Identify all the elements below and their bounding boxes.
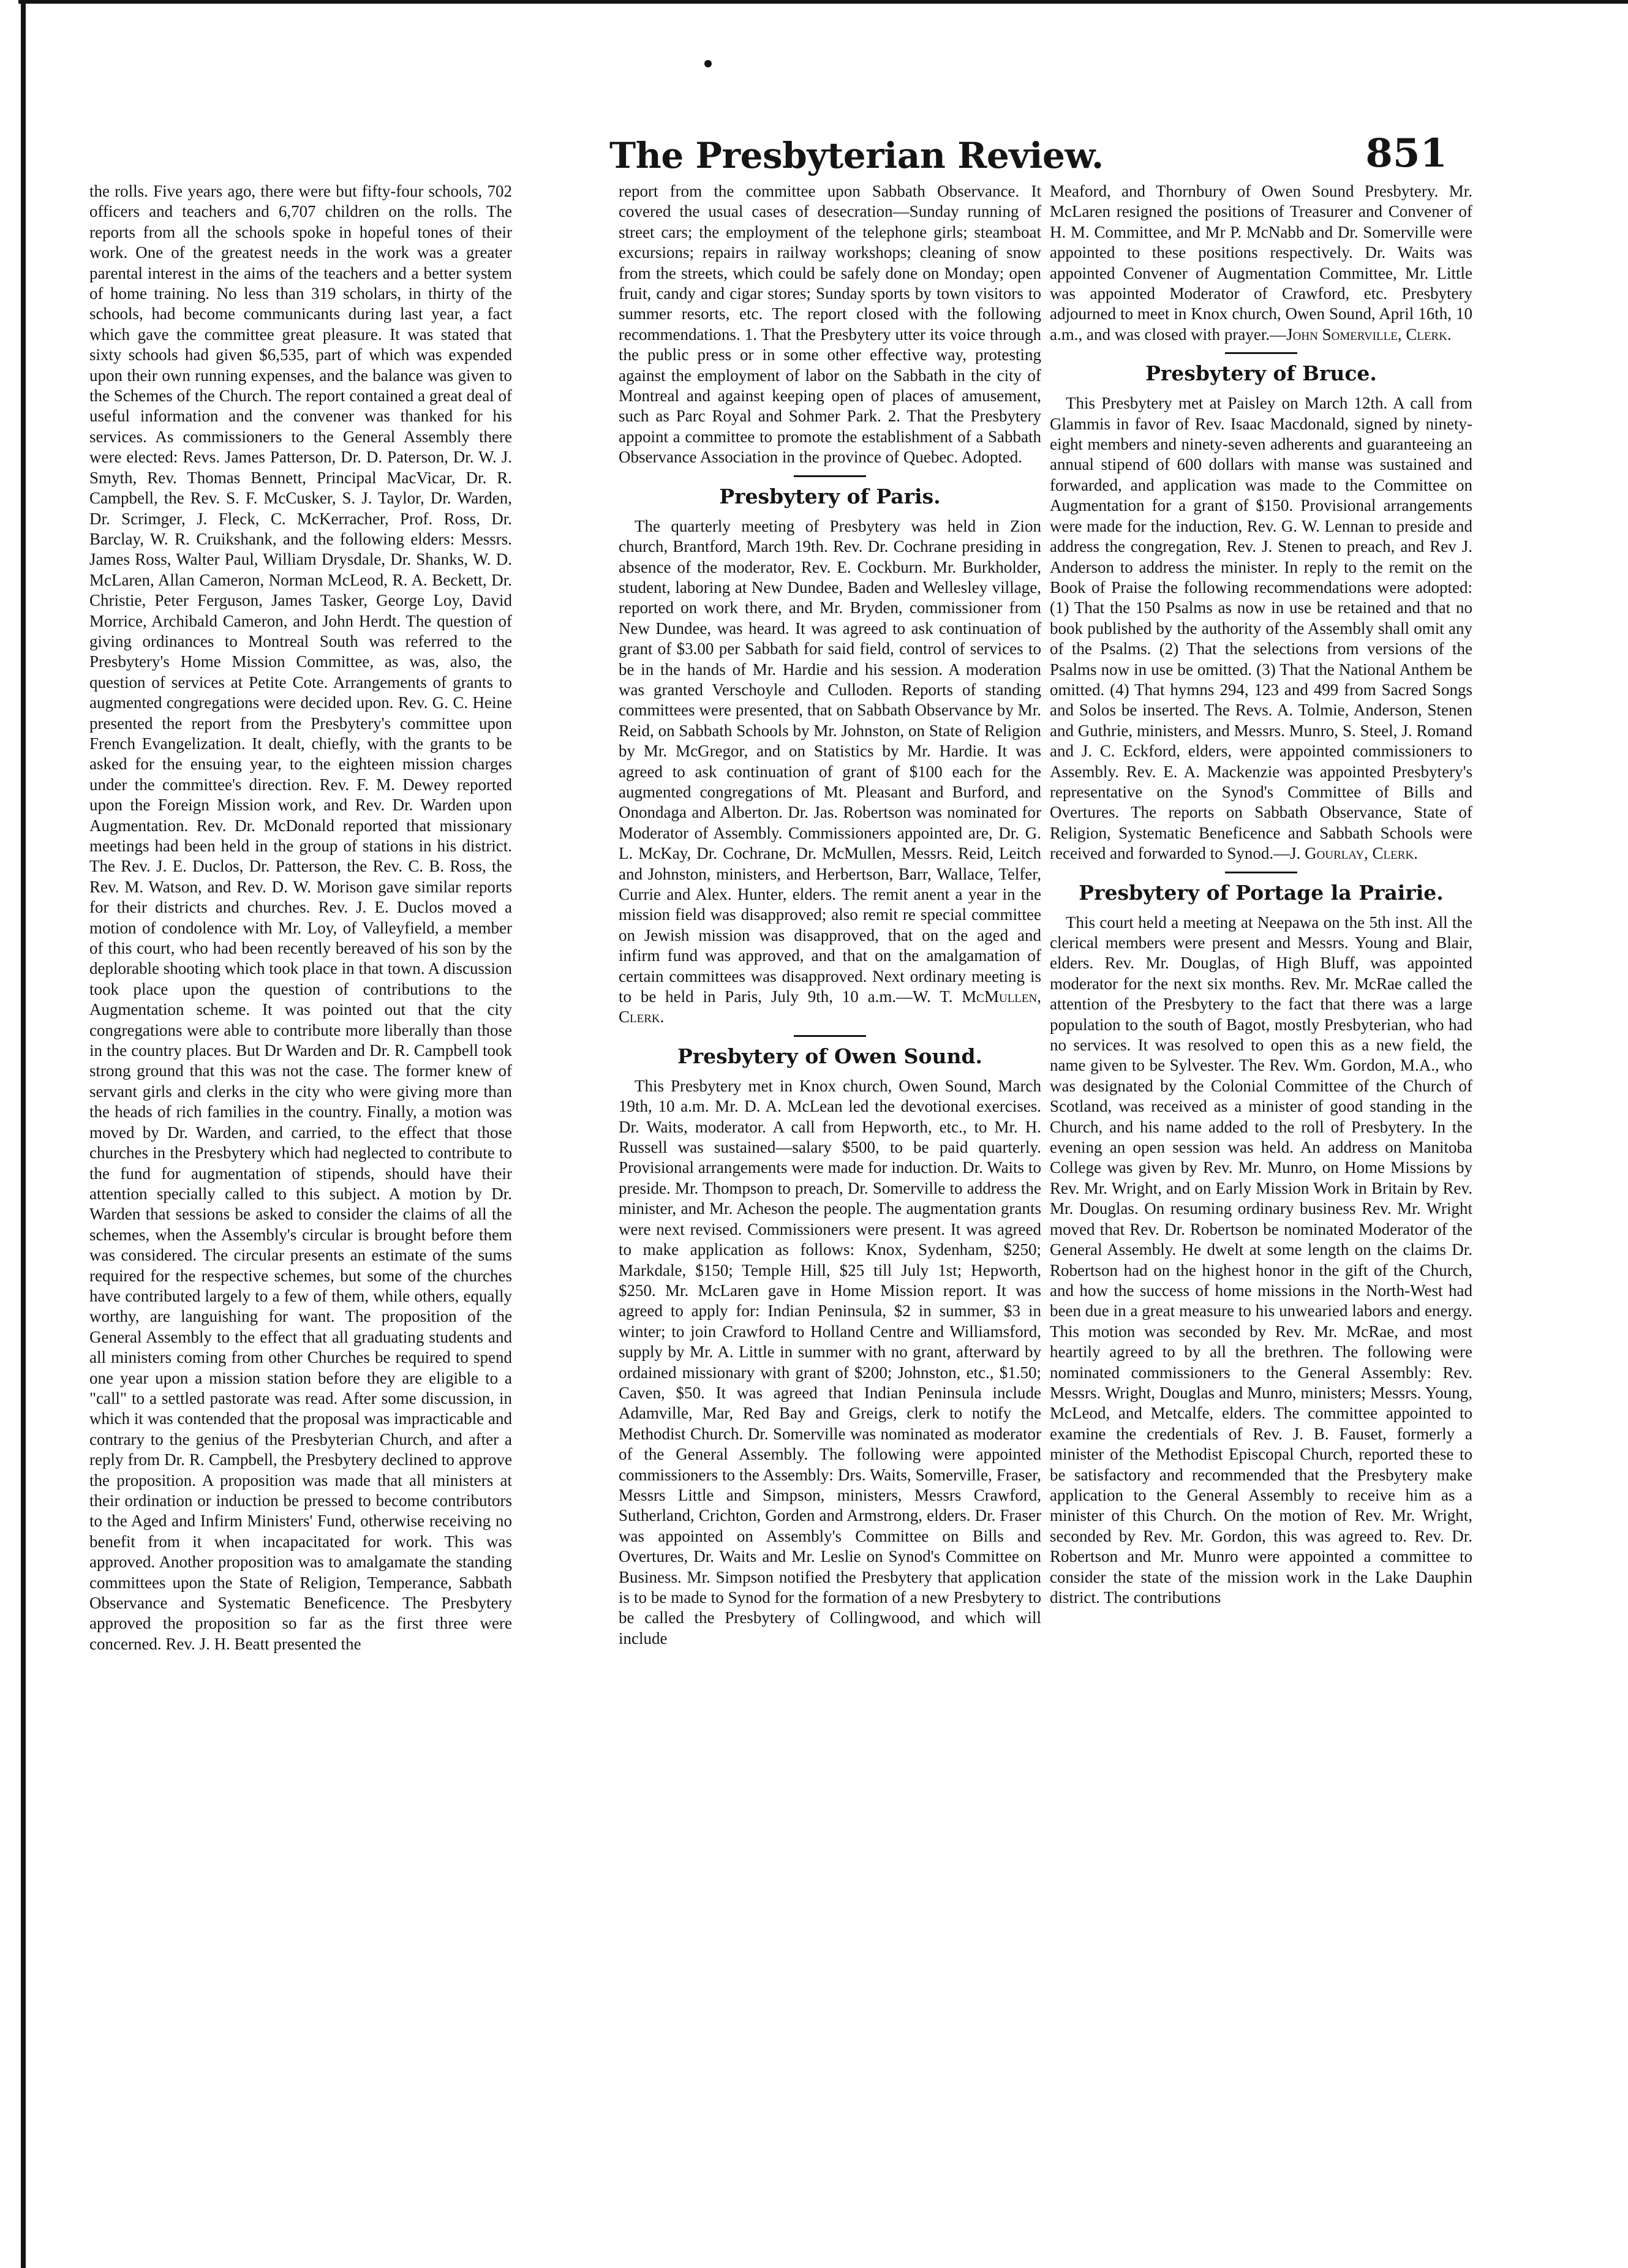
section-title-paris: Presbytery of Paris. xyxy=(719,484,941,508)
section-title-owen-sound: Presbytery of Owen Sound. xyxy=(677,1044,983,1068)
section-divider xyxy=(794,475,866,477)
portage-la-prairie-report: This court held a meeting at Neepawa on the 5th inst. All the clerical members were present and Messrs. Young and Blair, elders. Rev. Mr. Douglas, of High Bluff, was appointed moderator for the next six months. Rev. Mr. McRae called the attention of the Presbytery to the fact that there was a large population to the south of Bagot, mostly Presbyterian, who had no services. It was resolved to open this as a new field, the name given to be Sylvester. The Rev. Wm. Gordon, M.A., who was designated by the Colonial Committee of the Church of Scotland, was received as a minister of good standing in the Church, and his name added to the roll of Presbytery. In the evening an open session was held. An address on Manitoba College was given by Rev. Mr. Munro, on Home Missions by Rev. Mr. Wright, and on Early Mission Work in Britain by Rev. Mr. Douglas. On resuming ordinary business Rev. Mr. Wright moved that Rev. Dr. Robertson be nominated Moderator of the General Assembly. He dwelt at some length on the claims Dr. Robertson had on the highest honor in the gift of the Church, and how the success of home missions in the North-West had been due in a great measure to his unwearied labors and energy. This motion was seconded by Rev. Mr. McRae, and most heartily agreed to by all the brethren. The following were nominated commissioners to the General Assembly: Rev. Messrs. Wright, Douglas and Munro, ministers; Messrs. Young, McLeod, and Metcalfe, elders. The committee appointed to examine the credentials of Rev. J. B. Fauset, formerly a minister of the Methodist Episcopal Church, reported these to be satisfactory and recommended that the Presbytery make application to the General Assembly to receive him as a minister of this Church. On the motion of Rev. Mr. Wright, seconded by Rev. Mr. Gordon, this was agreed to. Rev. Dr. Robertson and Mr. Munro were appointed a committee to consider the state of the mission work in the Lake Dauphin district. The contributions xyxy=(1050,913,1472,1607)
bruce-clerk-signature: J. Gourlay, Clerk. xyxy=(1290,844,1418,863)
column-1 xyxy=(89,181,512,2258)
paris-report-text: The quarterly meeting of Presbytery was held in Zion church, Brantford, March 19th. Rev. Dr. Cochrane presiding in absence of the moderator, Rev. E. Cockburn. Mr. Burkholder, student, laboring at New Dundee, Baden and Wellesley village, reported on work there, and Mr. Bryden, commissioner from New Dundee, was heard. It was agreed to ask continuation of grant of $3.00 per Sabbath for said field, control of services to be in the hands of Mr. Hardie and his session. A moderation was granted Verschoyle and Culloden. Reports of standing committees were presented, that on Sabbath Observance by Mr. Reid, on Sabbath Schools by Mr. Johnston, on State of Religion by Mr. McGregor, and on Statistics by Mr. Hardie. It was agreed to ask continuation of grant of $100 each for the augmented congregations of Mt. Pleasant and Burford, and Onondaga and Alberton. Dr. Jas. Robertson was nominated for Moderator of Assembly. Commissioners appointed are, Dr. G. L. McKay, Dr. Cochrane, Dr. McMullen, Messrs. Reid, Leitch and Johnston, ministers, and Herbertson, Barr, Wallace, Telfer, Currie and Alex. Hunter, elders. The remit anent a year in the mission field was disapproved; also remit re special committee on Jewish mission was disapproved, that on the aged and infirm fund was approved, and that on the amalgamation of certain committees was disapproved. Next ordinary meeting is to be held in Paris, July 9th, 10 a.m.— xyxy=(619,516,1041,1006)
paris-clerk-signature: W. T. McMullen, Clerk. xyxy=(619,987,1041,1027)
column-2 xyxy=(619,181,1041,2258)
owen-sound-report-continuation xyxy=(1050,181,1472,345)
montreal-report-continuation: the rolls. Five years ago, there were but fifty-four schools, 702 officers and teachers and 6,707 children on the rolls. The reports from all the schools spoke in hopeful tones of their work. One of the greatest needs in the work was a greater parental interest in the aims of the teachers and a better system of home training. No less than 319 scholars, in thirty of the schools, had become communicants during last year, a fact which gave the committee great pleasure. It was stated that sixty schools had given $6,535, part of which was expended upon their own running expenses, and the balance was given to the Schemes of the Church. The report contained a great deal of useful information and the convener was thanked for his services. As commissioners to the General Assembly there were elected: Revs. James Patterson, Dr. D. Paterson, Dr. W. J. Smyth, Rev. Thomas Bennett, Principal MacVicar, Dr. R. Campbell, the Rev. S. F. McCusker, S. J. Taylor, Dr. Warden, Dr. Scrimger, J. Fleck, C. McKerracher, Prof. Ross, Dr. Barclay, W. R. Cruikshank, and the following elders: Messrs. James Ross, Walter Paul, William Drysdale, Dr. Shanks, W. D. McLaren, Allan Cameron, Norman McLeod, R. A. Beckett, Dr. Christie, Peter Ferguson, James Tasker, George Loy, David Morrice, Archibald Cameron, and John Herdt. The question of giving ordinances to Montreal South was referred to the Presbytery's Home Mission Committee, as was, also, the question of services at Petite Cote. Arrangements of grants to augmented congregations were decided upon. Rev. G. C. Heine presented the report from the Presbytery's committee upon French Evangelization. It dealt, chiefly, with the grants to be asked for the ensuing year, to the eighteen mission charges under the committee's direction. Rev. F. M. Dewey reported upon the Foreign Mission work, and Rev. Dr. Warden upon Augmentation. Rev. Dr. McDonald reported that missionary meetings had been held in the group of stations in his district. The Rev. J. E. Duclos, Dr. Patterson, the Rev. C. B. Ross, the Rev. M. Watson, and Rev. D. W. Morison gave similar reports for their districts and churches. Rev. J. E. Duclos moved a motion of condolence with Mr. Loy, of Valleyfield, a member of this court, who had been recently bereaved of his son by the deplorable shooting which took place in that town. A discussion took place upon the question of contributions to the Augmentation scheme. It was pointed out that the city congregations were able to contribute more liberally than those in the country places. But Dr Warden and Dr. R. Campbell took strong ground that this was not the case. The former knew of servant girls and clerks in the city who were giving more than the heads of rich families in the country. Finally, a motion was moved by Dr. Warden, and carried, to the effect that those churches in the Presbytery which had neglected to contribute to the fund for augmentation of stipends, should have their attention specially called to this subject. A motion by Dr. Warden that sessions be asked to consider the claims of all the schemes, when the Assembly's circular is brought before them was considered. The circular presents an estimate of the sums required for the respective schemes, but some of the churches have contributed largely to a few of them, while others, equally worthy, are languishing for want. The proposition of the General Assembly to the effect that all graduating students and all ministers coming from other Churches be required to spend one year upon a mission station before they are eligible to a "call" to a settled pastorate was read. After some discussion, in which it was contended that the proposal was impracticable and contrary to the genius of the Presbyterian Church, and after a reply from Dr. R. Campbell, the Presbytery declined to approve the proposition. A proposition was made that all ministers at their ordination or induction be pressed to become contributors to the Aged and Infirm Ministers' Fund, otherwise receiving no benefit from it when incapacitated for work. This was approved. Another proposition was to amalgamate the standing committees upon the State of Religion, Temperance, Sabbath Observance and Systematic Beneficence. The Presbytery approved the proposition so far as the first three were concerned. Rev. J. H. Beatt presented the xyxy=(89,182,512,1653)
section-divider xyxy=(794,1035,866,1037)
bruce-report-text: This Presbytery met at Paisley on March 12th. A call from Glammis in favor of Rev. Isaac Macdonald, signed by ninety-eight members and ninety-seven adherents and guaranteeing an annual stipend of 600 dollars with manse was sustained and forwarded, and application was made to the Committee on Augmentation for a grant of $150. Provisional arrangements were made for the induction, Rev. G. W. Lennan to preside and address the congregation, Rev. J. Stenen to preach, and Rev J. Anderson to address the minister. In reply to the remit on the Book of Praise the following recommendations were adopted: (1) That the 150 Psalms as now in use be retained and that no book published by the authority of the Assembly shall omit any of the Psalms. (2) That the selections from versions of the Psalms now in use be omitted. (3) That the National Anthem be omitted. (4) That hymns 294, 123 and 499 from Sacred Songs and Solos be inserted. The Revs. A. Tolmie, Anderson, Stenen and Guthrie, ministers, and Messrs. Munro, S. Steel, J. Romand and J. C. Eckford, elders, were appointed commissioners to Assembly. Rev. E. A. Mackenzie was appointed Presbytery's representative on the Synod's Committee of Bills and Overtures. The reports on Sabbath Observance, State of Religion, Systematic Beneficence and Sabbath Schools were received and forwarded to Synod.— xyxy=(1050,394,1472,863)
section-divider xyxy=(1225,352,1297,354)
sabbath-observance-paragraph: report from the committee upon Sabbath Observance. It covered the usual cases of desecration—Sunday running of street cars; the employment of the telephone girls; steamboat excursions; repairs in railway workshops; cleaning of snow from the streets, which could be safely done on Monday; open fruit, candy and cigar stores; Sunday sports by town visitors to summer resorts, etc. The report closed with the following recommendations. 1. That the Presbytery utter its voice through the public press or in some other effective way, protesting against the employment of labor on the Sabbath in the city of Montreal and against keeping open of places of amusement, such as Parc Royal and Sohmer Park. 2. That the Presbytery appoint a committee to promote the establishment of a Sabbath Observance Association in the province of Quebec. Adopted. xyxy=(619,182,1041,467)
ink-speck xyxy=(704,60,712,67)
column-3 xyxy=(1050,181,1472,2258)
owen-sound-report: This Presbytery met in Knox church, Owen Sound, March 19th, 10 a.m. Mr. D. A. McLean led the devotional exercises. Dr. Waits, moderator. A call from Hepworth, etc., to Mr. H. Russell was sustained—salary $500, to be paid quarterly. Provisional arrangements were made for induction. Dr. Waits to preside. Mr. Thompson to preach, Dr. Somerville to address the minister, and Mr. Acheson the people. The augmentation grants were next revised. Commissioners were present. It was agreed to make application as follows: Knox, Sydenham, $250; Markdale, $150; Temple Hill, $25 till July 1st; Hepworth, $250. Mr. McLaren gave in Home Mission report. It was agreed to apply for: Indian Peninsula, $2 in summer, $3 in winter; to join Crawford to Holland Centre and Williamsford, supply by Mr. A. Little in summer with no grant, afterward by ordained missionary with grant of $200; Johnston, etc., $1.50; Caven, $50. It was agreed that Indian Peninsula include Adamville, Mar, Red Bay and Greigs, clerk to notify the Methodist Church. Dr. Somerville was nominated as moderator of the General Assembly. The following were appointed commissioners to the Assembly: Drs. Waits, Somerville, Fraser, Messrs Little and Simpson, ministers, Messrs Crawford, Sutherland, Crichton, Gorden and Armstrong, elders. Dr. Fraser was appointed on Assembly's Committee on Bills and Overtures, Dr. Waits and Mr. Leslie on Synod's Committee on Business. Mr. Simpson notified the Presbytery that application is to be made to Synod for the formation of a new Presbytery to be called the Presbytery of Collingwood, and which will include xyxy=(619,1076,1041,1648)
owen-sound-continuation-text: Meaford, and Thornbury of Owen Sound Presbytery. Mr. McLaren resigned the positions of Treasurer and Convener of H. M. Committee, and Mr P. McNabb and Dr. Somerville were appointed to these positions respectively. Dr. Waits was appointed Convener of Augmentation Committee, Mr. Little was appointed Moderator of Crawford, etc. Presbytery adjourned to meet in Knox church, Owen Sound, April 16th, 10 a.m., and was closed with prayer.— xyxy=(1050,182,1472,344)
section-title-portage-la-prairie: Presbytery of Portage la Prairie. xyxy=(1079,880,1444,905)
paris-report xyxy=(619,516,1041,1028)
section-title-bruce: Presbytery of Bruce. xyxy=(1145,361,1377,386)
top-border-rule xyxy=(18,0,1628,4)
owen-sound-clerk-signature: John Somerville, Clerk. xyxy=(1286,325,1452,344)
page-number: 851 xyxy=(1365,130,1447,176)
journal-title: The Presbyterian Review. xyxy=(609,135,1104,176)
binding-edge-rule xyxy=(21,0,26,2268)
section-divider xyxy=(1225,872,1297,873)
bruce-report xyxy=(1050,393,1472,864)
page-header xyxy=(609,121,1447,176)
